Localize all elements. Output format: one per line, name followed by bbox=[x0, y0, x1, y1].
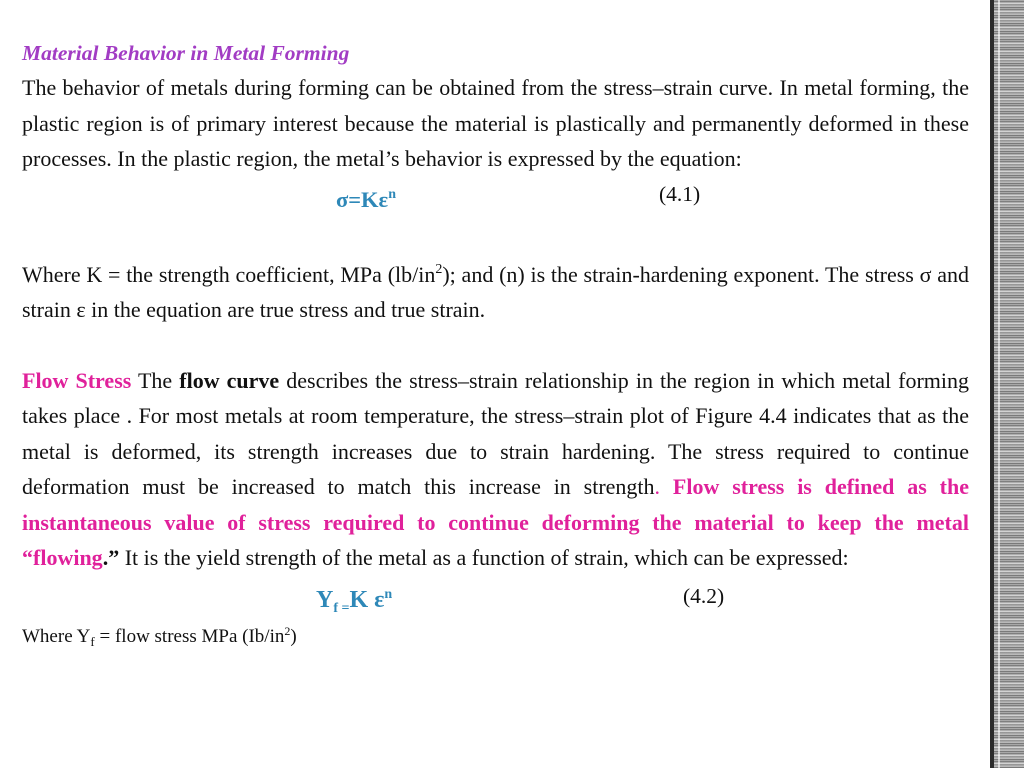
where-paragraph bbox=[22, 252, 969, 328]
flow-stress-where-line bbox=[22, 619, 969, 654]
equation-formula bbox=[316, 577, 392, 627]
where2-c: ) bbox=[290, 625, 297, 647]
section-heading: Material Behavior in Metal Forming bbox=[22, 41, 350, 65]
equation-y: Y bbox=[316, 586, 334, 613]
where2-subscript: f bbox=[90, 633, 95, 649]
flow-text-1: The bbox=[131, 367, 180, 393]
spacer bbox=[22, 328, 969, 363]
where-superscript: 2 bbox=[435, 261, 443, 277]
equation-body: σ=Kε bbox=[336, 186, 389, 212]
equation-formula bbox=[336, 177, 396, 218]
spacer bbox=[22, 217, 969, 252]
equation-4-1 bbox=[22, 177, 969, 217]
equation-number: (4.2) bbox=[683, 583, 725, 608]
flow-dot: . bbox=[654, 474, 661, 499]
slide-content bbox=[22, 36, 969, 654]
flow-text-2: describes the stress–strain relationship in the region in which metal forming takes place . For most metals at room temperature, the stress–strain plot of Figure 4.4 indicates that as the metal is deformed, its strength increases due to strain hardening. The stress required to continue deformation must be increased to match this increase in strength bbox=[22, 367, 970, 499]
equation-4-2 bbox=[22, 577, 969, 617]
equation-exponent: n bbox=[384, 586, 393, 602]
where-text-start: Where K = the strength coefficient, MPa (lb/in bbox=[22, 261, 436, 287]
where-text-end: ); and (n) is the strain-hardening exponent. The stress σ and strain ε in the equation are true stress and true strain. bbox=[22, 261, 969, 322]
flow-curve-term: flow curve bbox=[179, 367, 280, 393]
flow-stress-definition: Flow stress is defined as the instantaneous value of stress required to continue deforming the material to keep the metal “flowing bbox=[22, 474, 970, 570]
where2-superscript: 2 bbox=[284, 623, 291, 638]
where2-a: Where Y bbox=[22, 625, 91, 647]
equation-subscript: f = bbox=[333, 600, 350, 616]
intro-paragraph: The behavior of metals during forming can be obtained from the stress–strain curve. In metal forming, the plastic region is of primary interest because the material is plastically and permanently deformed in these processes. In the plastic region, the metal’s behavior is expressed by the equation: bbox=[22, 75, 969, 171]
equation-exponent: n bbox=[388, 186, 396, 202]
decorative-edge-strip bbox=[990, 0, 1024, 768]
equation-number: (4.1) bbox=[659, 181, 701, 206]
where2-b: = flow stress MPa (Ib/in bbox=[94, 625, 285, 647]
flow-text-3: It is the yield strength of the metal as a function of strain, which can be expressed: bbox=[119, 545, 849, 570]
flow-stress-label: Flow Stress bbox=[22, 367, 132, 393]
flow-close-quote: .” bbox=[102, 545, 120, 570]
equation-k-eps: K ε bbox=[349, 586, 385, 613]
flow-stress-paragraph bbox=[22, 363, 969, 576]
